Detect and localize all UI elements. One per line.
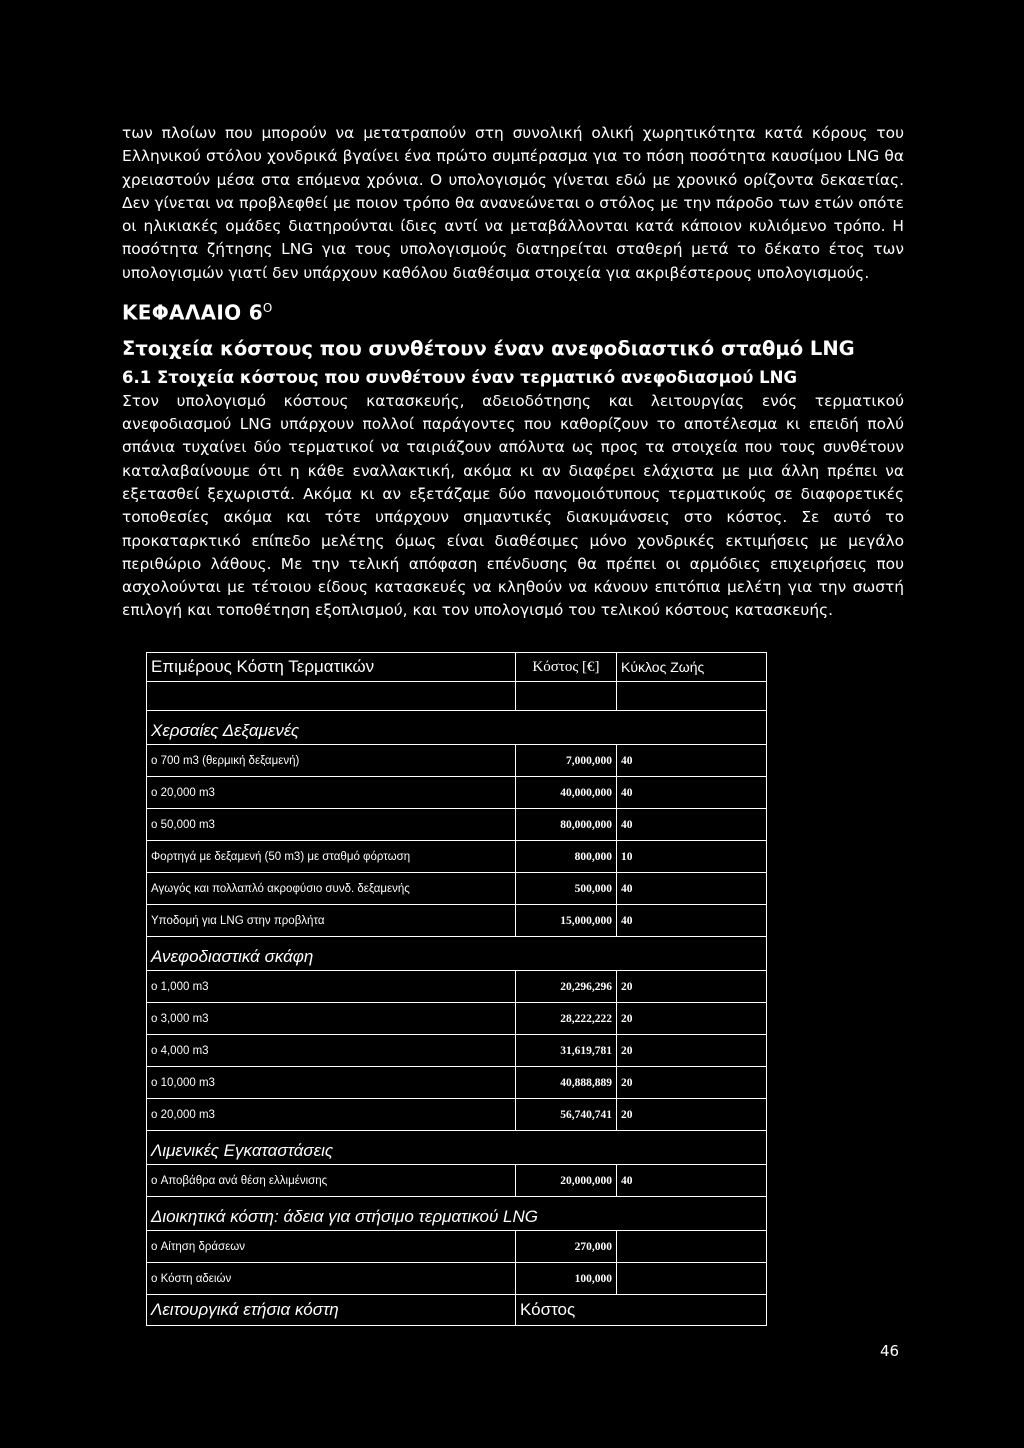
row-item: o 700 m3 (θερμική δεξαμενή) [147,745,516,777]
table-row [147,1165,767,1197]
row-item: o 20,000 m3 [147,777,516,809]
row-cost: 80,000,000 [516,809,617,841]
category-label: Χερσαίες Δεξαμενές [147,711,767,745]
table-row [147,1003,767,1035]
section-paragraph: Στον υπολογισμό κόστους κατασκευής, αδειοδότησης και λειτουργίας ενός τερματικού ανεφοδιασμού LNG υπάρχουν πολλοί παράγοντες που καθορίζουν το αποτέλεσμα κι επειδή πολύ σπάνια τυχαίνει δύο τερματικοί να ταιριάζουν απόλυτα ως προς τα στοιχεία που τους συνθέτουν καταλαβαίνουμε ότι η κάθε εναλλακτική, ακόμα κι αν διαφέρει ελάχιστα με μια άλλη πρέπει να εξετασθεί ξεχωριστά. Ακόμα κι αν εξετάζαμε δύο πανομοιότυπους τερματικούς σε διαφορετικές τοποθεσίες ακόμα και τότε υπάρχουν σημαντικές διακυμάνσεις στο κόστος. Σε αυτό το προκαταρκτικό επίπεδο μελέτης όμως είναι διαθέσιμες μόνο χονδρικές εκτιμήσεις με μεγάλο περιθώριο λάθους. Με την τελική απόφαση επένδυσης θα πρέπει οι αρμόδιες επιχειρήσεις που ασχολούνται με τέτοιου είδους κατασκευές να κληθούν να κάνουν επιτόπια μελέτη για την σωστή επιλογή και τοποθέτηση εξοπλισμού, και τον υπολογισμό του τελικού κόστους κατασκευής. [122,391,904,620]
row-item: Αγωγός και πολλαπλό ακροφύσιο συνδ. δεξαμενής [147,873,516,905]
row-lifecycle: 20 [617,1035,767,1067]
table-row [147,873,767,905]
row-item: o 50,000 m3 [147,809,516,841]
row-item: o 4,000 m3 [147,1035,516,1067]
row-item: Υποδομή για LNG στην προβλήτα [147,905,516,937]
table-row [147,841,767,873]
row-lifecycle [617,1231,767,1263]
table-row [147,809,767,841]
header-item: Επιμέρους Κόστη Τερματικών [147,653,516,682]
row-item: o 10,000 m3 [147,1067,516,1099]
category-label: Ανεφοδιαστικά σκάφη [147,937,767,971]
row-lifecycle: 40 [617,745,767,777]
row-cost: 40,888,889 [516,1067,617,1099]
row-cost: 15,000,000 [516,905,617,937]
table-row [147,745,767,777]
row-item: o 20,000 m3 [147,1099,516,1131]
row-lifecycle: 40 [617,809,767,841]
row-cost: 31,619,781 [516,1035,617,1067]
cost-table [146,652,767,1326]
row-cost: 20,000,000 [516,1165,617,1197]
table-footer-row [147,1295,767,1326]
table-header-row [147,653,767,682]
header-lifecycle: Κύκλος Ζωής [617,653,767,682]
blank-cell [147,682,516,711]
chapter-heading [122,293,904,328]
intro-paragraph: των πλοίων που μπορούν να μετατραπούν στη συνολική ολική χωρητικότητα κατά κόρους του Ελληνικού στόλου χονδρικά βγαίνει ένα πρώτο συμπέρασμα για το πόση ποσότητα καυσίμου LNG θα χρειαστούν μέσα στα επόμενα χρόνια. Ο υπολογισμός γίνεται εδώ με χρονικό ορίζοντα δεκαετίας. Δεν γίνεται να προβλεφθεί με ποιον τρόπο θα ανανεώνεται ο στόλος με την πάροδο των ετών οπότε οι ηλικιακές ομάδες διατηρούνται ίδιες αντί να μεταβάλλονται κατά κάποιον κυλιόμενο τρόπο. Η ποσότητα ζήτησης LNG για τους υπολογισμούς διατηρείται σταθερή μετά το δέκατο έτος των υπολογισμών γιατί δεν υπάρχουν καθόλου διαθέσιμα στοιχεία για ακριβέστερους υπολογισμούς. [122,124,904,282]
row-lifecycle: 40 [617,905,767,937]
row-cost: 56,740,741 [516,1099,617,1131]
row-lifecycle [617,1263,767,1295]
header-cost: Κόστος [€] [516,653,617,682]
table-row [147,1263,767,1295]
chapter-superscript: Ο [262,301,273,316]
row-item: o 1,000 m3 [147,971,516,1003]
row-cost: 100,000 [516,1263,617,1295]
row-lifecycle: 20 [617,1067,767,1099]
page-content [122,122,904,623]
row-lifecycle: 10 [617,841,767,873]
footer-cost: Κόστος [516,1295,767,1326]
table-row [147,905,767,937]
table-row [147,1099,767,1131]
table-category-row [147,937,767,971]
table-category-row [147,1197,767,1231]
category-label: Διοικητικά κόστη: άδεια για στήσιμο τερματικού LNG [147,1197,767,1231]
blank-cell [617,682,767,711]
row-item: o Κόστη αδειών [147,1263,516,1295]
row-lifecycle: 40 [617,873,767,905]
blank-cell [516,682,617,711]
row-lifecycle: 40 [617,1165,767,1197]
table-row [147,971,767,1003]
table-blank-row [147,682,767,711]
chapter-title: Στοιχεία κόστους που συνθέτουν έναν ανεφοδιαστικό σταθμό LNG [122,336,855,360]
row-item: o Αποβάθρα ανά θέση ελλιμένισης [147,1165,516,1197]
row-lifecycle: 20 [617,1099,767,1131]
section-heading: 6.1 Στοιχεία κόστους που συνθέτουν έναν τερματικό ανεφοδιασμού LNG [122,367,798,387]
row-cost: 20,296,296 [516,971,617,1003]
page-number: 46 [880,1342,900,1360]
table-row [147,1231,767,1263]
row-cost: 500,000 [516,873,617,905]
row-item: o Αίτηση δράσεων [147,1231,516,1263]
table-row [147,777,767,809]
row-item: Φορτηγά με δεξαμενή (50 m3) με σταθμό φόρτωση [147,841,516,873]
chapter-heading-text: ΚΕΦΑΛΑΙΟ 6 [122,300,263,325]
table-row [147,1035,767,1067]
table-category-row [147,711,767,745]
category-label: Λιμενικές Εγκαταστάσεις [147,1131,767,1165]
row-lifecycle: 40 [617,777,767,809]
row-cost: 28,222,222 [516,1003,617,1035]
row-cost: 7,000,000 [516,745,617,777]
row-cost: 800,000 [516,841,617,873]
row-cost: 40,000,000 [516,777,617,809]
row-cost: 270,000 [516,1231,617,1263]
row-lifecycle: 20 [617,1003,767,1035]
table-row [147,1067,767,1099]
row-lifecycle: 20 [617,971,767,1003]
row-item: o 3,000 m3 [147,1003,516,1035]
table-category-row [147,1131,767,1165]
footer-item: Λειτουργικά ετήσια κόστη [147,1295,516,1326]
